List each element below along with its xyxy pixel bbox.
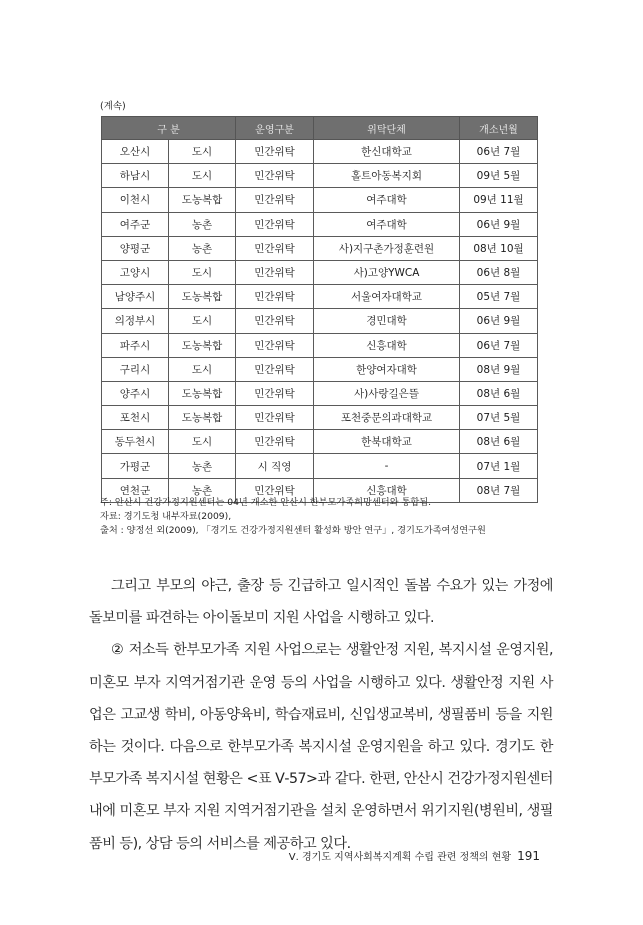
opening-date-cell: 06년 9월 — [460, 212, 538, 236]
contractor-cell: 사)지구촌가정훈련원 — [314, 236, 460, 260]
region-cell: 양주시 — [102, 381, 169, 405]
operation-cell: 민간위탁 — [236, 140, 314, 164]
area-type-cell: 도농복합 — [169, 406, 236, 430]
opening-date-cell: 08년 10월 — [460, 236, 538, 260]
table-body — [102, 140, 538, 503]
contractor-cell: 여주대학 — [314, 188, 460, 212]
table-row — [102, 164, 538, 188]
contractor-cell: 사)고양YWCA — [314, 260, 460, 284]
operation-cell: 민간위탁 — [236, 260, 314, 284]
table-row — [102, 309, 538, 333]
citation-line: 출처 : 양정선 외(2009), 「경기도 건강가정지원센터 활성화 방안 연구」, 경기도가족여성연구원 — [100, 525, 486, 536]
area-type-cell: 도시 — [169, 164, 236, 188]
region-cell: 의정부시 — [102, 309, 169, 333]
contractor-cell: 한북대학교 — [314, 430, 460, 454]
operation-cell: 민간위탁 — [236, 430, 314, 454]
opening-date-cell: 05년 7월 — [460, 285, 538, 309]
region-cell: 오산시 — [102, 140, 169, 164]
region-cell: 동두천시 — [102, 430, 169, 454]
region-cell: 여주군 — [102, 212, 169, 236]
contractor-cell: 한신대학교 — [314, 140, 460, 164]
operation-cell: 민간위탁 — [236, 236, 314, 260]
table-row — [102, 381, 538, 405]
header-operation-type: 운영구분 — [236, 117, 314, 140]
paragraph: ② 저소득 한부모가족 지원 사업으로는 생활안정 지원, 복지시설 운영지원, 미혼모 부자 지역거점기관 운영 등의 사업을 시행하고 있다. 생활안정 지원 사업은 고교생 학비, 아동양육비, 학습재료비, 신입생교복비, 생필품비 등을 지원하는 것이다. 다음으로 한부모가족 복지시설 운영지원을 하고 있다. 경기도 한부모가족 복지시설 현황은 <표 Ⅴ-57>과 같다. 한편, 안산시 건강가정지원센터 내에 미혼모 부자 지원 지역거점기관을 설치 운영하면서 위기지원(병원비, 생필품비 등), 상담 등의 서비스를 제공하고 있다. — [89, 642, 553, 852]
area-type-cell: 농촌 — [169, 454, 236, 478]
region-cell: 하남시 — [102, 164, 169, 188]
opening-date-cell: 06년 7월 — [460, 140, 538, 164]
paragraph: 그리고 부모의 야근, 출장 등 긴급하고 일시적인 돌봄 수요가 있는 가정에 돌보미를 파견하는 아이돌보미 지원 사업을 시행하고 있다. — [89, 578, 553, 627]
table-row — [102, 260, 538, 284]
area-type-cell: 도시 — [169, 357, 236, 381]
contractor-cell: 신흥대학 — [314, 333, 460, 357]
running-header: Ⅴ. 경기도 지역사회복지계획 수립 관련 정책의 현황 — [288, 852, 512, 863]
area-type-cell: 도시 — [169, 140, 236, 164]
region-cell: 고양시 — [102, 260, 169, 284]
header-opening-date: 개소년월 — [460, 117, 538, 140]
opening-date-cell: 08년 9월 — [460, 357, 538, 381]
contractor-cell: 사)사랑길은뜰 — [314, 381, 460, 405]
page-footer — [289, 848, 540, 863]
body-text — [89, 570, 553, 860]
area-type-cell: 농촌 — [169, 236, 236, 260]
centers-table — [101, 116, 538, 503]
area-type-cell: 도시 — [169, 260, 236, 284]
table-row — [102, 212, 538, 236]
header-contractor: 위탁단체 — [314, 117, 460, 140]
operation-cell: 민간위탁 — [236, 309, 314, 333]
contractor-cell: 서울여자대학교 — [314, 285, 460, 309]
contractor-cell: - — [314, 454, 460, 478]
area-type-cell: 도농복합 — [169, 381, 236, 405]
opening-date-cell: 09년 11월 — [460, 188, 538, 212]
area-type-cell: 도농복합 — [169, 285, 236, 309]
table-row — [102, 333, 538, 357]
operation-cell: 민간위탁 — [236, 406, 314, 430]
table-continuation-label: (계속) — [100, 101, 126, 112]
table-row — [102, 285, 538, 309]
operation-cell: 민간위탁 — [236, 333, 314, 357]
region-cell: 포천시 — [102, 406, 169, 430]
table-row — [102, 430, 538, 454]
operation-cell: 민간위탁 — [236, 164, 314, 188]
area-type-cell: 도시 — [169, 309, 236, 333]
contractor-cell: 포천중문의과대학교 — [314, 406, 460, 430]
region-cell: 양평군 — [102, 236, 169, 260]
header-category: 구 분 — [102, 117, 236, 140]
contractor-cell: 경민대학 — [314, 309, 460, 333]
operation-cell: 민간위탁 — [236, 381, 314, 405]
opening-date-cell: 09년 5월 — [460, 164, 538, 188]
table-row — [102, 454, 538, 478]
table-notes — [100, 496, 550, 538]
opening-date-cell: 06년 7월 — [460, 333, 538, 357]
opening-date-cell: 07년 5월 — [460, 406, 538, 430]
region-cell: 파주시 — [102, 333, 169, 357]
table-row — [102, 140, 538, 164]
table-row — [102, 357, 538, 381]
operation-cell: 민간위탁 — [236, 478, 314, 502]
operation-cell: 민간위탁 — [236, 212, 314, 236]
table-header-row — [102, 117, 538, 140]
opening-date-cell: 08년 6월 — [460, 430, 538, 454]
table-row — [102, 188, 538, 212]
region-cell: 이천시 — [102, 188, 169, 212]
area-type-cell: 도농복합 — [169, 188, 236, 212]
operation-cell: 시 직영 — [236, 454, 314, 478]
operation-cell: 민간위탁 — [236, 357, 314, 381]
opening-date-cell: 07년 1월 — [460, 454, 538, 478]
region-cell: 남양주시 — [102, 285, 169, 309]
area-type-cell: 도농복합 — [169, 333, 236, 357]
region-cell: 가평군 — [102, 454, 169, 478]
opening-date-cell: 08년 6월 — [460, 381, 538, 405]
area-type-cell: 농촌 — [169, 212, 236, 236]
area-type-cell: 농촌 — [169, 478, 236, 502]
operation-cell: 민간위탁 — [236, 188, 314, 212]
table-row — [102, 236, 538, 260]
note-line: 주: 안산시 건강가정지원센터는 04년 개소한 안산시 한부모가족희망센터와 통합됨. — [100, 497, 432, 508]
opening-date-cell: 08년 7월 — [460, 478, 538, 502]
operation-cell: 민간위탁 — [236, 285, 314, 309]
opening-date-cell: 06년 9월 — [460, 309, 538, 333]
page-number: 191 — [517, 849, 540, 863]
region-cell: 구리시 — [102, 357, 169, 381]
area-type-cell: 도시 — [169, 430, 236, 454]
contractor-cell: 홀트아동복지회 — [314, 164, 460, 188]
contractor-cell: 한양여자대학 — [314, 357, 460, 381]
contractor-cell: 신흥대학 — [314, 478, 460, 502]
source-line: 자료: 경기도청 내부자료(2009), — [100, 511, 232, 522]
opening-date-cell: 06년 8월 — [460, 260, 538, 284]
table-row — [102, 406, 538, 430]
region-cell: 연천군 — [102, 478, 169, 502]
contractor-cell: 여주대학 — [314, 212, 460, 236]
